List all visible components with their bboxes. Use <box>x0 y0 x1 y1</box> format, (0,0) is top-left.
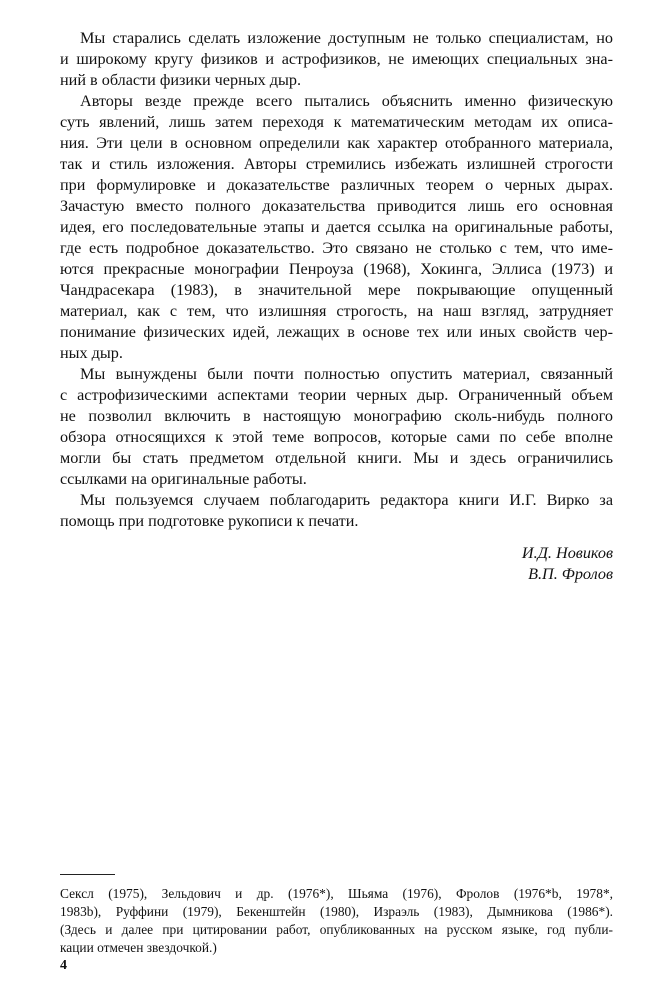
body-line: обзора относящихся к этой теме вопросов, которые сами по себе вполне <box>60 428 613 446</box>
body-line: помощь при подготовке рукописи к печати. <box>60 512 359 530</box>
body-line: Зачастую вместо полного доказательства приводится лишь его основная <box>60 197 613 215</box>
footnote-line: кации отмечен звездочкой.) <box>60 940 217 955</box>
page-number: 4 <box>60 958 67 973</box>
body-line: не позволил включить в настоящую монографию сколь-нибудь полного <box>60 407 613 425</box>
footnote-line: 1983b), Руффини (1979), Бекенштейн (1980), Израэль (1983), Дымникова (1986*). <box>60 904 613 919</box>
body-line: суть явлений, лишь затем переходя к математическим методам их описа- <box>60 113 613 131</box>
body-line: Мы пользуемся случаем поблагодарить редактора книги И.Г. Вирко за <box>80 491 613 509</box>
body-line: материал, как с тем, что излишняя строгость, на наш взгляд, затрудняет <box>60 302 613 320</box>
body-line: ются прекрасные монографии Пенроуза (1968), Хокинга, Эллиса (1973) и <box>60 260 613 278</box>
body-line: Мы вынуждены были почти полностью опустить материал, связанный <box>80 365 613 383</box>
body-line: где есть подробное доказательство. Это связано не столько с тем, что име- <box>60 239 613 257</box>
author-signature: И.Д. Новиков <box>521 544 613 562</box>
body-line: при формулировке и доказательстве различных теорем о черных дырах. <box>60 176 613 194</box>
footnote-line: Сексл (1975), Зельдович и др. (1976*), Шьяма (1976), Фролов (1976*b, 1978*, <box>60 886 613 901</box>
body-line: могли бы стать предметом отдельной книги. Мы и здесь ограничились <box>60 449 613 467</box>
body-line: Чандрасекара (1983), в значительной мере покрывающие опущенный <box>60 281 613 299</box>
footnote-divider <box>60 874 115 875</box>
body-line: понимание физических идей, лежащих в основе тех или иных свойств чер- <box>60 323 613 341</box>
body-line: ссылками на оригинальные работы. <box>60 470 307 488</box>
body-line: Мы старались сделать изложение доступным не только специалистам, но <box>80 29 613 47</box>
body-line: идея, его последовательные этапы и дается ссылка на оригинальные работы, <box>60 218 613 236</box>
body-line: ний в области физики черных дыр. <box>60 71 302 89</box>
body-line: с астрофизическими аспектами теории черных дыр. Ограниченный объем <box>60 386 613 404</box>
body-line: и широкому кругу физиков и астрофизиков, не имеющих специальных зна- <box>60 50 613 68</box>
body-line: ных дыр. <box>60 344 123 362</box>
footnote-line: (Здесь и далее при цитировании работ, опубликованных на русском языке, год публи- <box>60 922 613 937</box>
body-line: ния. Эти цели в основном определили как характер отобранного материала, <box>60 134 613 152</box>
author-signature: В.П. Фролов <box>528 565 613 583</box>
body-line: Авторы везде прежде всего пытались объяснить именно физическую <box>80 92 613 110</box>
body-line: так и стиль изложения. Авторы стремились избежать излишней строгости <box>60 155 613 173</box>
